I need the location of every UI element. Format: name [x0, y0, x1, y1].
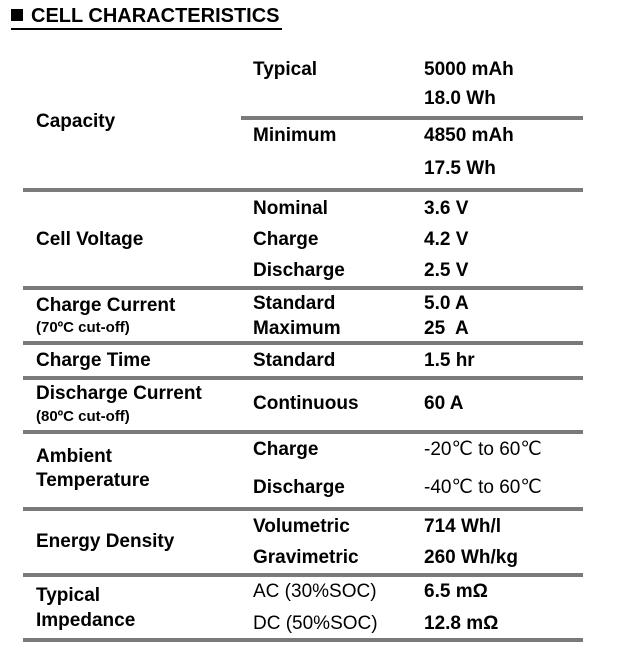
energy-gravimetric-value: 260 Wh/kg: [424, 547, 518, 568]
ambient-label-line2: Temperature: [36, 470, 150, 491]
charge-time-standard-label: Standard: [253, 350, 336, 371]
capacity-typical-label: Typical: [253, 59, 318, 80]
charge-time-standard-value: 1.5 hr: [424, 350, 475, 371]
capacity-minimum-mah: 4850 mAh: [424, 125, 514, 146]
discharge-current-sub: (80ºC cut-off): [36, 408, 130, 425]
square-bullet-icon: [11, 9, 23, 21]
charge-current-maximum-value: 25 A: [424, 318, 469, 339]
discharge-current-label: Discharge Current: [36, 383, 202, 404]
voltage-discharge-label: Discharge: [253, 260, 345, 281]
charge-current-standard-label: Standard: [253, 293, 336, 314]
voltage-charge-label: Charge: [253, 229, 319, 250]
voltage-nominal-value: 3.6 V: [424, 198, 469, 219]
voltage-nominal-label: Nominal: [253, 198, 328, 219]
capacity-typical-mah: 5000 mAh: [424, 59, 514, 80]
voltage-discharge-value: 2.5 V: [424, 260, 469, 281]
row-divider: [23, 430, 583, 434]
capacity-minimum-label: Minimum: [253, 125, 337, 146]
capacity-minimum-wh: 17.5 Wh: [424, 158, 496, 179]
impedance-label-line2: Impedance: [36, 610, 136, 631]
voltage-charge-value: 4.2 V: [424, 229, 469, 250]
discharge-current-continuous-value: 60 A: [424, 393, 464, 414]
discharge-current-continuous-label: Continuous: [253, 393, 359, 414]
capacity-typical-wh: 18.0 Wh: [424, 88, 496, 109]
ambient-label-line1: Ambient: [36, 446, 112, 467]
impedance-ac-value: 6.5 mΩ: [424, 581, 488, 602]
energy-gravimetric-label: Gravimetric: [253, 547, 359, 568]
row-divider: [23, 507, 583, 511]
voltage-label: Cell Voltage: [36, 229, 144, 250]
charge-current-maximum-label: Maximum: [253, 318, 341, 339]
capacity-label: Capacity: [36, 111, 116, 132]
impedance-dc-value: 12.8 mΩ: [424, 613, 499, 634]
capacity-sub-divider: [241, 116, 583, 120]
row-divider: [23, 341, 583, 345]
ambient-charge-label: Charge: [253, 439, 319, 460]
impedance-dc-label: DC (50%SOC): [253, 613, 378, 634]
charge-current-label: Charge Current: [36, 295, 176, 316]
ambient-discharge-value: -40℃ to 60℃: [424, 477, 542, 498]
row-divider: [23, 188, 583, 192]
energy-volumetric-value: 714 Wh/l: [424, 516, 502, 537]
energy-density-label: Energy Density: [36, 531, 175, 552]
row-divider: [23, 638, 583, 642]
ambient-discharge-label: Discharge: [253, 477, 345, 498]
section-title-text: CELL CHARACTERISTICS: [31, 5, 280, 27]
charge-current-standard-value: 5.0 A: [424, 293, 469, 314]
row-divider: [23, 376, 583, 380]
energy-volumetric-label: Volumetric: [253, 516, 350, 537]
row-divider: [23, 286, 583, 290]
impedance-ac-label: AC (30%SOC): [253, 581, 377, 602]
row-divider: [23, 573, 583, 577]
charge-current-sub: (70ºC cut-off): [36, 319, 130, 336]
impedance-label-line1: Typical: [36, 585, 101, 606]
charge-time-label: Charge Time: [36, 350, 151, 371]
section-title: [11, 4, 282, 30]
ambient-charge-value: -20℃ to 60℃: [424, 439, 542, 460]
